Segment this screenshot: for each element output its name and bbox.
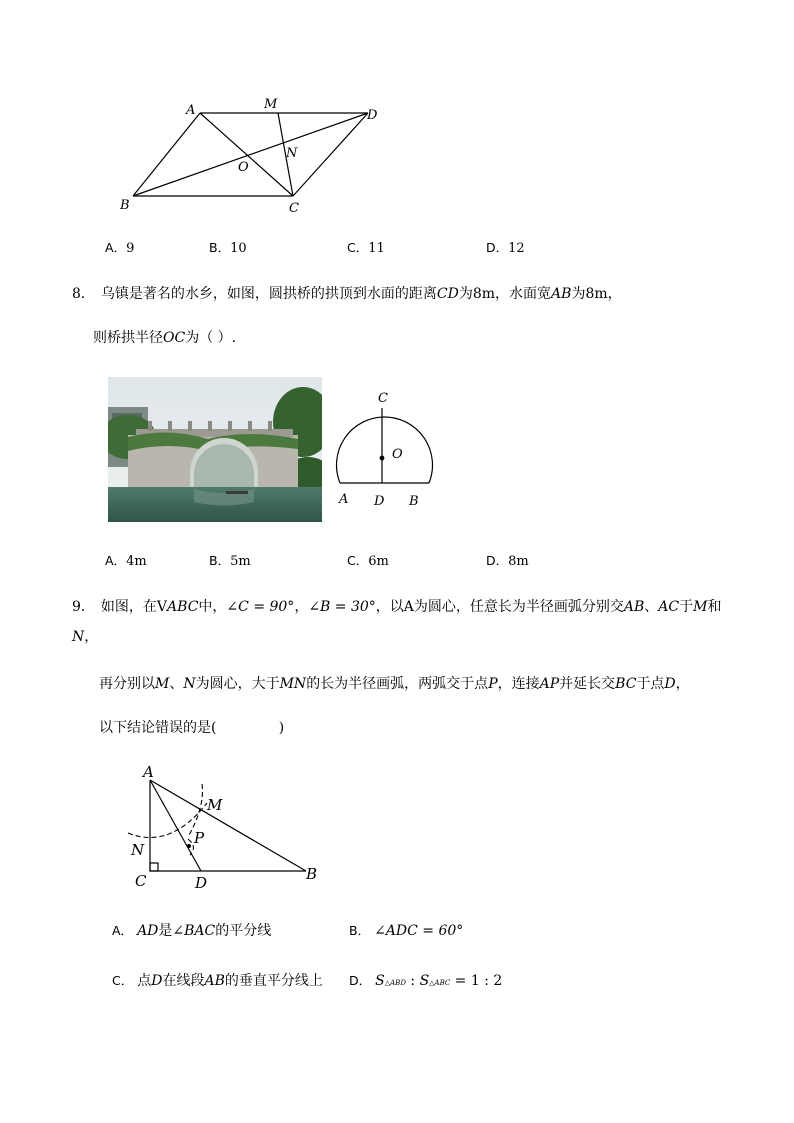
q7-option-d[interactable] — [486, 242, 525, 255]
label-M: M — [207, 796, 223, 814]
var-n: N — [183, 676, 196, 692]
ratio-value: = 1 : 2 — [450, 973, 503, 989]
text: 、 — [169, 676, 184, 692]
var-mn: MN — [279, 676, 307, 692]
label-M: M — [264, 97, 278, 112]
q7-option-b[interactable] — [209, 242, 247, 255]
var-ab: AB — [551, 286, 572, 302]
label-P: P — [194, 829, 205, 847]
label-B: B — [306, 865, 318, 883]
angle-b: ∠B = 30° — [308, 599, 376, 615]
text: 的垂直平分线上 — [224, 973, 323, 989]
var-ab: AB — [623, 599, 645, 615]
option-letter: A． — [105, 553, 127, 568]
var-n: N — [72, 629, 85, 645]
text: 为 — [458, 286, 473, 302]
var-cd: CD — [436, 286, 459, 302]
option-letter: D． — [486, 240, 509, 255]
text: 、 — [644, 599, 659, 615]
point-p — [187, 844, 191, 848]
text: 为圆心，大于 — [195, 676, 280, 692]
text: 则桥拱半径 — [93, 330, 163, 346]
text: ) — [278, 720, 285, 736]
option-letter: B． — [209, 240, 231, 255]
q9-option-b[interactable] — [349, 924, 463, 938]
var-m: M — [155, 676, 170, 692]
area-symbol: S — [419, 973, 430, 989]
q9-triangle-figure — [110, 755, 340, 895]
q9-stem-line1 — [72, 600, 721, 614]
var-d: D — [664, 676, 676, 692]
var-oc: OC — [163, 330, 186, 346]
label-C: C — [289, 201, 299, 216]
angle-bac: ∠BAC — [172, 923, 216, 939]
text: 和 — [707, 599, 722, 615]
label-N: N — [131, 841, 145, 859]
label-O: O — [238, 160, 249, 175]
label-D: D — [374, 494, 385, 509]
ratio-separator: : — [405, 973, 420, 989]
option-letter: B． — [209, 553, 231, 568]
option-letter: A． — [105, 240, 127, 255]
text: ，以A为圆心，任意长为半径画弧分别交 — [375, 599, 624, 615]
var-ac: AC — [658, 599, 680, 615]
option-value: 5m — [230, 554, 251, 569]
label-D: D — [195, 874, 208, 892]
var-abc: ABC — [167, 599, 199, 615]
q8-stem-line1 — [72, 287, 622, 301]
text: ，连接 — [497, 676, 540, 692]
option-letter: A． — [112, 923, 134, 938]
label-A: A — [339, 492, 349, 507]
text: 如图，在 — [100, 599, 157, 615]
value: 8m — [585, 286, 608, 302]
option-value: 10 — [230, 241, 247, 256]
q9-stem-line1b — [72, 630, 98, 644]
label-B: B — [409, 494, 419, 509]
text: 再分别以 — [99, 676, 155, 692]
option-value: 9 — [126, 241, 135, 256]
label-O: O — [392, 447, 403, 462]
q8-option-c[interactable] — [347, 555, 389, 568]
var-p: P — [488, 676, 498, 692]
angle-adc: ∠ADC = 60° — [374, 923, 464, 939]
option-letter: C． — [347, 553, 369, 568]
option-value: 4m — [126, 554, 147, 569]
var-m: M — [693, 599, 708, 615]
label-A: A — [143, 763, 154, 781]
text: 并延长交 — [559, 676, 616, 692]
area-subscript: △ABD — [384, 979, 406, 987]
q8-option-b[interactable] — [209, 555, 251, 568]
q9-stem-line2 — [99, 677, 690, 691]
label-B: B — [120, 198, 130, 213]
label-A: A — [186, 103, 196, 118]
text: 中， — [198, 599, 227, 615]
text: 是 — [158, 923, 173, 939]
text: 的平分线 — [215, 923, 272, 939]
var-ap: AP — [539, 676, 560, 692]
q7-option-c[interactable] — [347, 242, 385, 255]
text: 为（ ）. — [185, 330, 237, 346]
question-number: 8． — [72, 286, 95, 302]
var-d: D — [151, 973, 163, 989]
center-point-o — [380, 456, 385, 461]
q8-arch-diagram — [322, 380, 442, 515]
var-ab: AB — [204, 973, 225, 989]
text: ， — [84, 629, 99, 645]
option-letter: C． — [112, 973, 134, 988]
option-letter: D． — [349, 973, 372, 988]
q8-stem-line2 — [93, 331, 236, 345]
text: 在线段 — [162, 973, 205, 989]
angle-c: ∠C = 90° — [226, 599, 295, 615]
area-symbol: S — [375, 973, 385, 989]
q9-option-c[interactable] — [112, 974, 323, 988]
label-C: C — [135, 872, 147, 890]
text: 于点 — [636, 676, 665, 692]
label-D: D — [367, 108, 378, 123]
text: ， — [294, 599, 309, 615]
q7-option-a[interactable] — [105, 242, 134, 255]
text: ， — [675, 676, 690, 692]
stone-arch-bridge-photo — [108, 377, 322, 522]
text: 点 — [137, 973, 152, 989]
question-number: 9． — [72, 599, 95, 615]
option-value: 8m — [508, 554, 529, 569]
q9-option-a[interactable] — [112, 924, 271, 938]
text: ，水面宽 — [495, 286, 552, 302]
q9-option-d[interactable] — [349, 974, 502, 988]
text: 于 — [679, 599, 694, 615]
text: 乌镇是著名的水乡，如图，圆拱桥的拱顶到水面的距离 — [100, 286, 437, 302]
text: 为 — [571, 286, 586, 302]
option-value: 6m — [368, 554, 389, 569]
q7-parallelogram-figure — [0, 0, 794, 240]
option-value: 11 — [368, 241, 385, 256]
text: ， — [607, 286, 622, 302]
q8-option-a[interactable] — [105, 555, 147, 568]
var-bc: BC — [615, 676, 637, 692]
q8-option-d[interactable] — [486, 555, 529, 568]
text: 以下结论错误的是( — [99, 720, 217, 736]
label-C: C — [378, 391, 388, 406]
area-subscript: △ABC — [429, 979, 451, 987]
option-letter: C． — [347, 240, 369, 255]
text: 的长为半径画弧，两弧交于点 — [306, 676, 489, 692]
option-letter: B． — [349, 923, 371, 938]
answer-blank[interactable] — [216, 720, 278, 736]
var-ad: AD — [137, 923, 159, 939]
q9-stem-line3 — [99, 721, 284, 735]
option-letter: D． — [486, 553, 509, 568]
triangle-symbol: V — [156, 599, 168, 615]
option-value: 12 — [508, 241, 525, 256]
value: 8m — [472, 286, 496, 302]
label-N: N — [286, 146, 298, 161]
